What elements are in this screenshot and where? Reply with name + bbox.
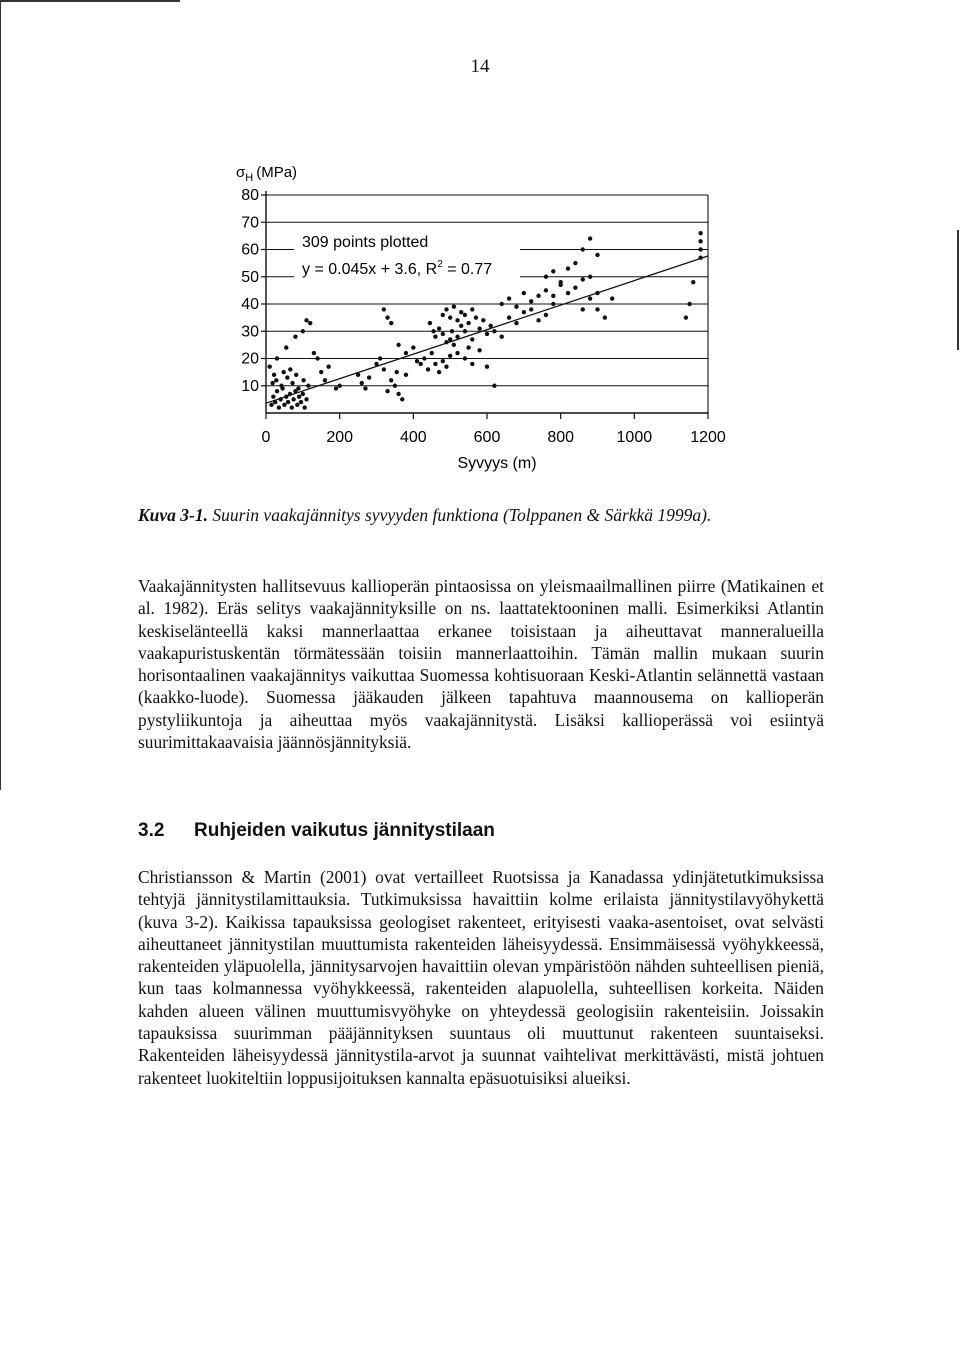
data-point-105 [455,351,459,355]
data-point-109 [485,364,489,368]
data-point-74 [444,364,448,368]
data-point-87 [463,329,467,333]
scan-border-right [957,230,959,350]
data-point-16 [299,400,303,404]
data-point-23 [285,375,289,379]
data-point-67 [419,362,423,366]
data-point-84 [452,343,456,347]
data-point-4 [277,405,281,409]
data-point-77 [431,329,435,333]
data-point-43 [326,364,330,368]
data-point-21 [274,378,278,382]
data-point-86 [459,324,463,328]
data-point-14 [295,403,299,407]
data-point-112 [507,315,511,319]
data-point-63 [396,343,400,347]
data-point-3 [275,389,279,393]
data-point-121 [514,305,518,309]
section-heading [138,820,495,842]
data-point-115 [529,307,533,311]
y-tick-label-60: 60 [241,241,259,259]
data-point-79 [437,326,441,330]
data-point-131 [588,296,592,300]
data-point-111 [500,335,504,339]
x-tick-label-0: 0 [261,429,271,446]
data-point-34 [284,345,288,349]
x-axis-title: Syvyys (m) [457,455,537,472]
data-point-152 [684,315,688,319]
data-point-148 [698,231,702,235]
data-point-40 [315,356,319,360]
paragraph-fault-influence: Christiansson & Martin (2001) ovat vertailleet Ruotsissa ja Kanadassa ydinjätetutkimuksissa tehtyjä jännitystilamittauksia. Tutkimuksissa havaittiin kolme erilaista jännitystilavyöhykettä (kuva 3-2). Kaikissa tapauksissa geologiset rakenteet, erityisesti vaaka-asentoiset, ovat selvästi aiheuttaneet jännitystilan muuttumista rakenteiden läheisyydessä. Ensimmäisessä vyöhykkeessä, rakenteiden yläpuolella, jännitysarvojen havaittiin olevan ympäristöön nähden suhteellisen pieniä, kun taas kolmannessa vyöhykkeessä, rakenteiden alapuolella, suhteellisen korkeita. Näiden kahden alueen välinen muuttumisvyöhyke on yhteydessä geologisiin rakenteisiin. Joissakin tapauksissa suurimman pääjännityksen suuntaus oli muuttunut rakenteen suuntaiseksi. Rakenteiden läheisyydessä jännitystila-arvot ja suunnat vaihtelivat merkittävästi, mistä johtuen rakenteet luokiteltiin loppusijoituksen kannalta epäsuotuisiksi alueiksi. [138,867,824,1088]
data-point-117 [544,313,548,317]
data-point-88 [466,345,470,349]
y-axis-unit: (MPa) [256,164,298,181]
data-point-142 [610,296,614,300]
data-point-90 [441,313,445,317]
x-tick-label-400: 400 [399,429,427,446]
data-point-128 [566,291,570,295]
y-tick-label-10: 10 [241,377,259,395]
section-title: Ruhjeiden vaikutus jännitystilaan [194,820,495,841]
data-point-26 [301,378,305,382]
data-point-116 [536,318,540,322]
data-point-55 [393,384,397,388]
data-point-73 [441,359,445,363]
data-point-20 [270,381,274,385]
grid-lines [266,195,708,386]
data-point-93 [452,305,456,309]
data-point-119 [500,302,504,306]
data-point-126 [551,294,555,298]
data-point-146 [698,247,702,251]
data-point-118 [551,302,555,306]
data-point-114 [522,310,526,314]
data-point-28 [272,373,276,377]
data-point-32 [267,364,271,368]
data-point-70 [430,351,434,355]
scan-border-left [0,0,1,790]
data-point-145 [595,253,599,257]
y-tick-labels [241,187,259,395]
data-point-97 [466,321,470,325]
data-point-60 [382,307,386,311]
data-point-25 [296,386,300,390]
y-tick-label-50: 50 [241,268,259,286]
data-point-53 [385,389,389,393]
data-point-137 [573,261,577,265]
data-point-123 [529,299,533,303]
data-point-19 [304,397,308,401]
data-point-108 [477,348,481,352]
data-point-47 [360,381,364,385]
data-point-27 [306,384,310,388]
y-axis-symbol: σ [236,164,246,181]
data-point-144 [588,236,592,240]
data-point-129 [573,285,577,289]
data-point-80 [441,332,445,336]
data-point-51 [378,356,382,360]
data-point-100 [477,326,481,330]
data-point-98 [470,307,474,311]
data-point-57 [396,392,400,396]
data-point-59 [404,373,408,377]
depth-stress-scatter-chart [226,158,726,476]
data-point-120 [507,296,511,300]
data-point-0 [269,403,273,407]
annotation-regression-equation: y = 0.045x + 3.6, $R^2 = 0.77$ [302,259,493,278]
data-point-52 [382,367,386,371]
data-point-22 [279,384,283,388]
page-number: 14 [470,56,490,77]
data-point-133 [544,275,548,279]
svg-text:σH(MPa) [236,164,297,184]
data-point-29 [281,370,285,374]
y-tick-label-30: 30 [241,323,259,341]
data-point-122 [522,291,526,295]
data-point-48 [363,386,367,390]
data-point-94 [455,318,459,322]
data-point-24 [290,381,294,385]
y-axis-title [236,164,297,184]
data-point-135 [558,280,562,284]
data-point-17 [301,392,305,396]
y-tick-label-40: 40 [241,296,259,313]
data-point-143 [581,247,585,251]
data-point-39 [312,351,316,355]
data-point-138 [581,277,585,281]
data-point-151 [687,302,691,306]
data-point-110 [492,384,496,388]
data-point-150 [691,280,695,284]
data-point-71 [433,362,437,366]
data-point-72 [437,370,441,374]
data-point-41 [319,370,323,374]
data-point-89 [470,337,474,341]
data-point-66 [415,359,419,363]
data-point-91 [444,307,448,311]
data-point-124 [536,294,540,298]
data-point-30 [288,367,292,371]
data-point-54 [389,378,393,382]
data-point-11 [290,405,294,409]
data-point-99 [474,315,478,319]
data-point-83 [450,329,454,333]
y-axis-subscript: H [245,172,254,184]
data-point-107 [470,362,474,366]
data-point-140 [595,307,599,311]
data-point-58 [400,397,404,401]
data-point-35 [293,335,297,339]
data-point-147 [698,239,702,243]
y-tick-label-80: 80 [241,187,259,204]
data-point-15 [297,394,301,398]
axes [261,191,708,419]
r-squared-superscript: 2 [437,259,443,270]
caption-text: Suurin vaakajännitys syvyyden funktiona (Tolppanen & Särkkä 1999a). [208,505,712,525]
figure-caption [138,505,828,526]
data-point-104 [492,329,496,333]
data-point-49 [367,375,371,379]
data-point-44 [334,386,338,390]
x-tick-label-1000: 1000 [616,429,653,446]
x-tick-labels [262,429,726,446]
data-point-130 [581,307,585,311]
y-tick-label-70: 70 [241,214,259,232]
data-point-106 [463,356,467,360]
data-point-12 [291,397,295,401]
data-point-141 [603,315,607,319]
data-point-113 [514,321,518,325]
data-point-45 [337,384,341,388]
data-point-92 [448,315,452,319]
data-point-134 [551,269,555,273]
section-number: 3.2 [138,820,165,841]
data-point-136 [566,266,570,270]
x-tick-label-1200: 1200 [690,429,726,446]
data-point-101 [481,318,485,322]
data-point-75 [448,354,452,358]
data-point-65 [411,345,415,349]
data-point-37 [304,318,308,322]
data-point-125 [544,288,548,292]
data-point-9 [286,400,290,404]
data-point-76 [428,321,432,325]
data-point-7 [282,403,286,407]
x-tick-label-800: 800 [547,429,575,446]
data-point-36 [301,329,305,333]
data-point-1 [271,394,275,398]
data-point-56 [395,370,399,374]
scan-border-top [0,0,180,2]
data-point-69 [426,367,430,371]
data-point-31 [294,373,298,377]
data-point-96 [463,313,467,317]
data-point-102 [485,332,489,336]
data-point-139 [588,275,592,279]
data-point-42 [323,378,327,382]
data-point-61 [385,315,389,319]
y-tick-label-20: 20 [241,350,259,368]
data-point-33 [275,356,279,360]
paragraph-stress-origin: Vaakajännitysten hallitsevuus kallioperän pintaosissa on yleismaailmallinen piirre (Matikainen et al. 1982). Eräs selitys vaakajännityksille on ns. laattatektooninen malli. Esimerkiksi Atlantin keskiselänteellä kaksi mannerlaattaa erkanee toisistaan ja aiheuttavat manneralueilla vaakapuristuskentän törmätessään toisiin mannerlaattoihin. Tämän mallin mukaan suurin horisontaalinen vaakajännitys vaikuttaa Suomessa kohtisuoraan Keski-Atlantin selännettä vastaan (kaakko-luode). Suomessa jääkauden jälkeen tapahtuva maannousema on kallioperän pystyliikuntoja ja aiheuttaa myös vaakajännitystä. Lisäksi kallioperässä voi esiintyä suurimittakaavaisia jäännösjännityksiä. [138,576,824,753]
x-tick-label-600: 600 [473,429,501,446]
data-point-18 [302,405,306,409]
data-point-62 [389,321,393,325]
data-point-38 [308,321,312,325]
x-tick-label-200: 200 [326,429,354,446]
annotation-points-plotted: 309 points plotted [302,234,429,251]
data-point-78 [433,335,437,339]
data-point-64 [404,351,408,355]
data-point-68 [422,356,426,360]
caption-label: Kuva 3-1. [138,505,208,525]
data-point-95 [459,310,463,314]
